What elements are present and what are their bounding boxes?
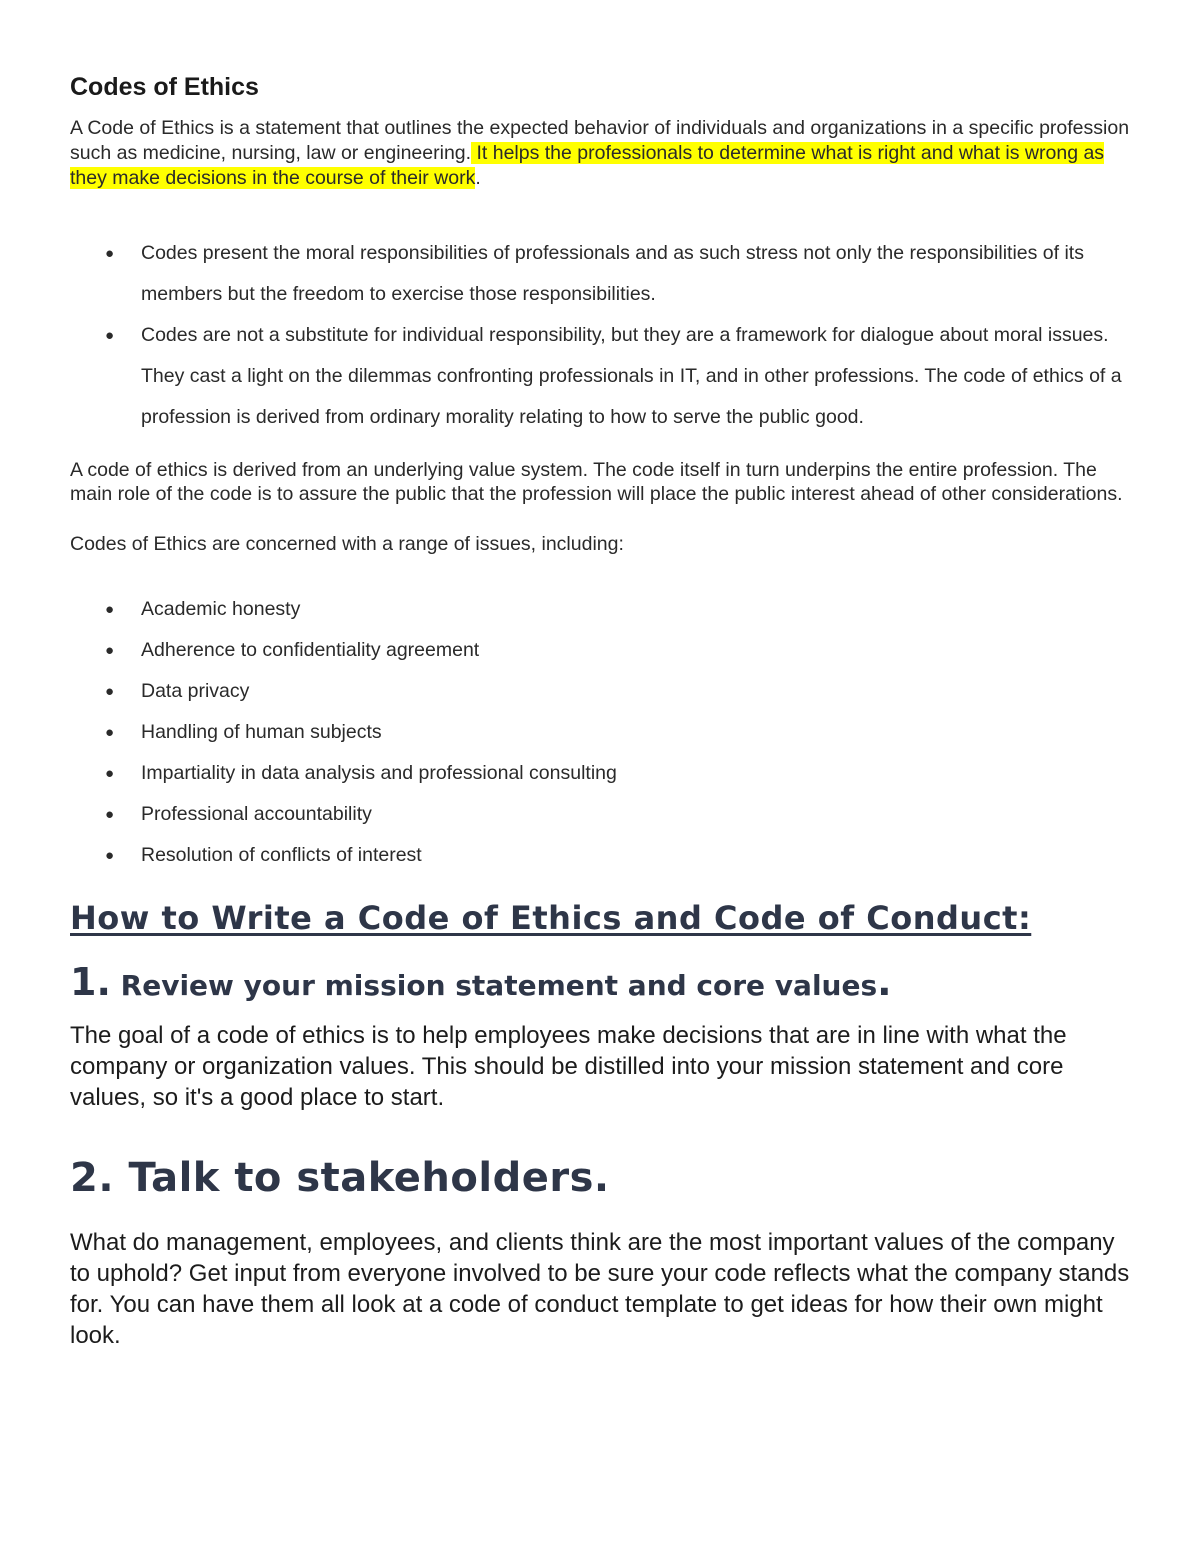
issues-intro: Codes of Ethics are concerned with a range of issues, including:	[70, 533, 624, 555]
document-page	[70, 70, 1135, 1351]
list-item	[70, 835, 1135, 876]
step-1-paragraph: The goal of a code of ethics is to help employees make decisions that are in line with what the company or organization values. This should be distilled into your mission statement and core values, so it's a good place to start.	[70, 1022, 1067, 1111]
list-item	[70, 671, 1135, 712]
codes-of-ethics-title: Codes of Ethics	[70, 73, 259, 101]
bullet-icon: ●	[105, 765, 115, 782]
list-item-text: Data privacy	[141, 680, 250, 702]
step-1-number: 1.	[70, 960, 111, 1004]
bullet-icon: ●	[105, 601, 115, 618]
intro-plain-text: A Code of Ethics is a statement that outlines the expected behavior of individuals and organizations in a specific profession such as medicine, nursing, law or engineering.	[70, 117, 1130, 164]
list-item	[70, 794, 1135, 835]
list-item	[70, 233, 1135, 315]
intro-highlighted-text: It helps the professionals to determine what is right and what is wrong as they make decisions in the course of their work	[70, 142, 1105, 189]
responsibilities-list	[70, 233, 1135, 438]
list-item-text: Handling of human subjects	[141, 721, 382, 743]
bullet-icon: ●	[105, 245, 115, 262]
step-1-heading	[70, 958, 1135, 1010]
step-2-heading: 2. Talk to stakeholders.	[70, 1155, 610, 1201]
list-item	[70, 753, 1135, 794]
bullet-icon: ●	[105, 642, 115, 659]
bullet-icon: ●	[105, 724, 115, 741]
bullet-icon: ●	[105, 806, 115, 823]
step-1-title: Review your mission statement and core values	[110, 969, 878, 1002]
list-item-text: Impartiality in data analysis and professional consulting	[141, 762, 617, 784]
list-item	[70, 712, 1135, 753]
list-item-text: Professional accountability	[141, 803, 372, 825]
list-item-text: Codes present the moral responsibilities of professionals and as such stress not only the responsibilities of its members but the freedom to exercise those responsibilities.	[141, 242, 1084, 305]
list-item-text: Adherence to confidentiality agreement	[141, 639, 480, 661]
intro-paragraph	[70, 116, 1135, 191]
bullet-icon: ●	[105, 327, 115, 344]
how-to-write-heading: How to Write a Code of Ethics and Code of Conduct:	[70, 899, 1032, 937]
bullet-icon: ●	[105, 847, 115, 864]
list-item	[70, 589, 1135, 630]
list-item-text: Academic honesty	[141, 598, 301, 620]
issues-list	[70, 589, 1135, 876]
value-system-paragraph: A code of ethics is derived from an underlying value system. The code itself in turn underpins the entire profession. The main role of the code is to assure the public that the profession will place the public interest ahead of other considerations.	[70, 459, 1123, 505]
list-item-text: Codes are not a substitute for individual responsibility, but they are a framework for dialogue about moral issues. They cast a light on the dilemmas confronting professionals in IT, and in other professions. The code of ethics of a profession is derived from ordinary morality relating to how to serve the public good.	[141, 324, 1122, 428]
step-2-paragraph: What do management, employees, and clients think are the most important values of the company to uphold? Get input from everyone involved to be sure your code reflects what the company stands for. You can have them all look at a code of conduct template to get ideas for how their own might look.	[70, 1229, 1130, 1349]
bullet-icon: ●	[105, 683, 115, 700]
list-item	[70, 630, 1135, 671]
intro-end-text: .	[475, 167, 481, 189]
list-item-text: Resolution of conflicts of interest	[141, 844, 422, 866]
list-item	[70, 315, 1135, 438]
step-1-period: .	[877, 960, 892, 1004]
